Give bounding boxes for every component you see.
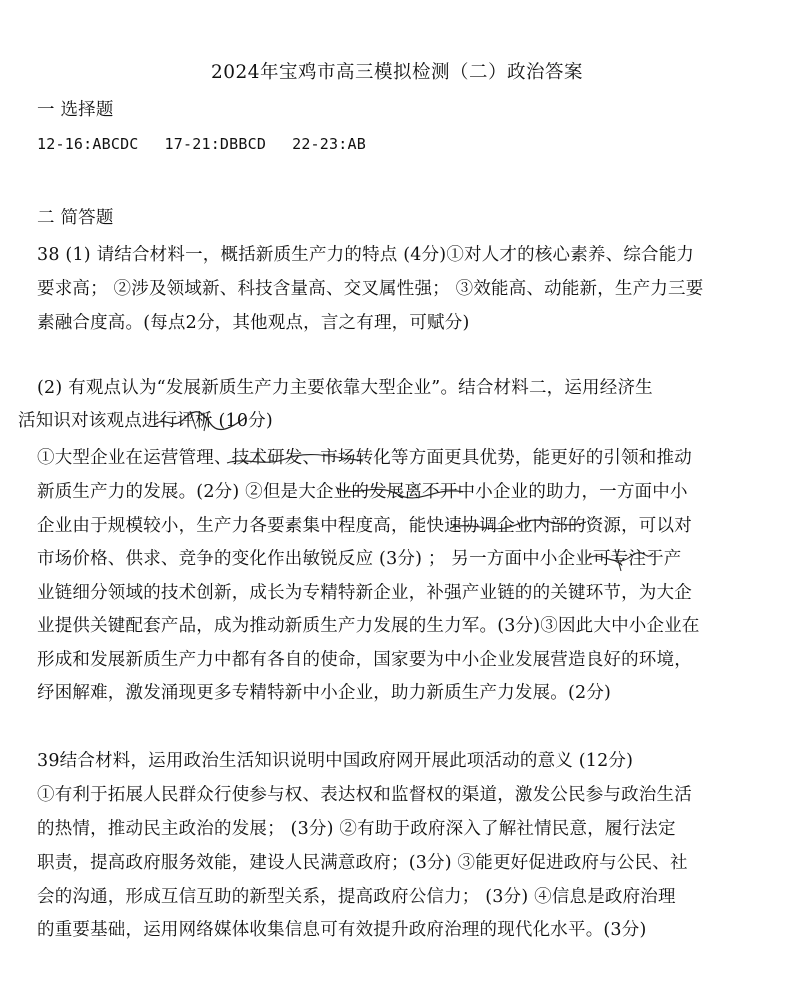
q39-answer-line: 会的沟通，形成互信互助的新型关系，提高政府公信力； (3分) ④信息是政府治理 (37, 887, 676, 907)
q38-1-line: 38 (1) 请结合材料一，概括新质生产力的特点 (4分)①对人才的核心素养、综合能力 (37, 245, 695, 265)
q39-answer-line: 的热情，推动民主政治的发展； (3分) ②有助于政府深入了解社情民意，履行法定 (37, 819, 676, 839)
section-heading-choice: 一 选择题 (37, 100, 114, 120)
q38-2-answer-line: 业提供关键配套产品，成为推动新质生产力发展的生力军。(3分)③因此大中小企业在 (37, 616, 700, 636)
q39-answer-line: ①有利于拓展人民群众行使参与权、表达权和监督权的渠道，激发公民参与政治生活 (37, 785, 692, 805)
choice-answers (37, 132, 777, 156)
q38-2-answer-line: 新质生产力的发展。(2分) ②但是大企业的发展离不开中小企业的助力，一方面中小 (37, 482, 688, 502)
q38-2-question-line: (2) 有观点认为“发展新质生产力主要依靠大型企业”。结合材料二，运用经济生 (37, 378, 653, 398)
q39-answer-line: 的重要基础，运用网络媒体收集信息可有效提升政府治理的现代化水平。(3分) (37, 920, 647, 940)
q38-2-answer-line: 业链细分领域的技术创新，成长为专精特新企业，补强产业链的的关键环节，为大企 (37, 583, 692, 603)
q39-answer-line: 职责，提高政府服务效能，建设人民满意政府；(3分) ③能更好促进政府与公民、社 (37, 853, 688, 873)
answers-22-23: 22-23:AB (292, 135, 366, 153)
section-heading-short-answer: 二 简答题 (37, 208, 114, 228)
q39-question-line: 39结合材料，运用政治生活知识说明中国政府网开展此项活动的意义 (12分) (37, 751, 634, 771)
q38-2-answer-line: 纾困解难，激发涌现更多专精特新中小企业，助力新质生产力发展。(2分) (37, 683, 612, 703)
q38-2-answer-line: 市场价格、供求、竞争的变化作出敏锐反应 (3分) ； 另一方面中小企业可专注于产 (37, 549, 682, 569)
q38-2-question-line: 活知识对该观点进行评析 (10分) (18, 411, 273, 431)
answers-17-21: 17-21:DBBCD (164, 135, 267, 153)
q38-2-answer-line: 形成和发展新质生产力中都有各自的使命，国家要为中小企业发展营造良好的环境， (37, 650, 692, 670)
answers-12-16: 12-16:ABCDC (37, 135, 139, 153)
document-title: 2024年宝鸡市高三模拟检测（二）政治答案 (210, 62, 584, 83)
q38-2-answer-line: ①大型企业在运营管理、技术研发、市场转化等方面更具优势，能更好的引领和推动 (37, 448, 692, 468)
q38-1-line: 要求高； ②涉及领域新、科技含量高、交叉属性强； ③效能高、动能新，生产力三要 (37, 279, 704, 299)
q38-1-line: 素融合度高。(每点2分，其他观点，言之有理，可赋分) (37, 313, 470, 333)
q38-2-answer-line: 企业由于规模较小，生产力各要素集中程度高，能快速协调企业内部的资源，可以对 (37, 516, 692, 536)
